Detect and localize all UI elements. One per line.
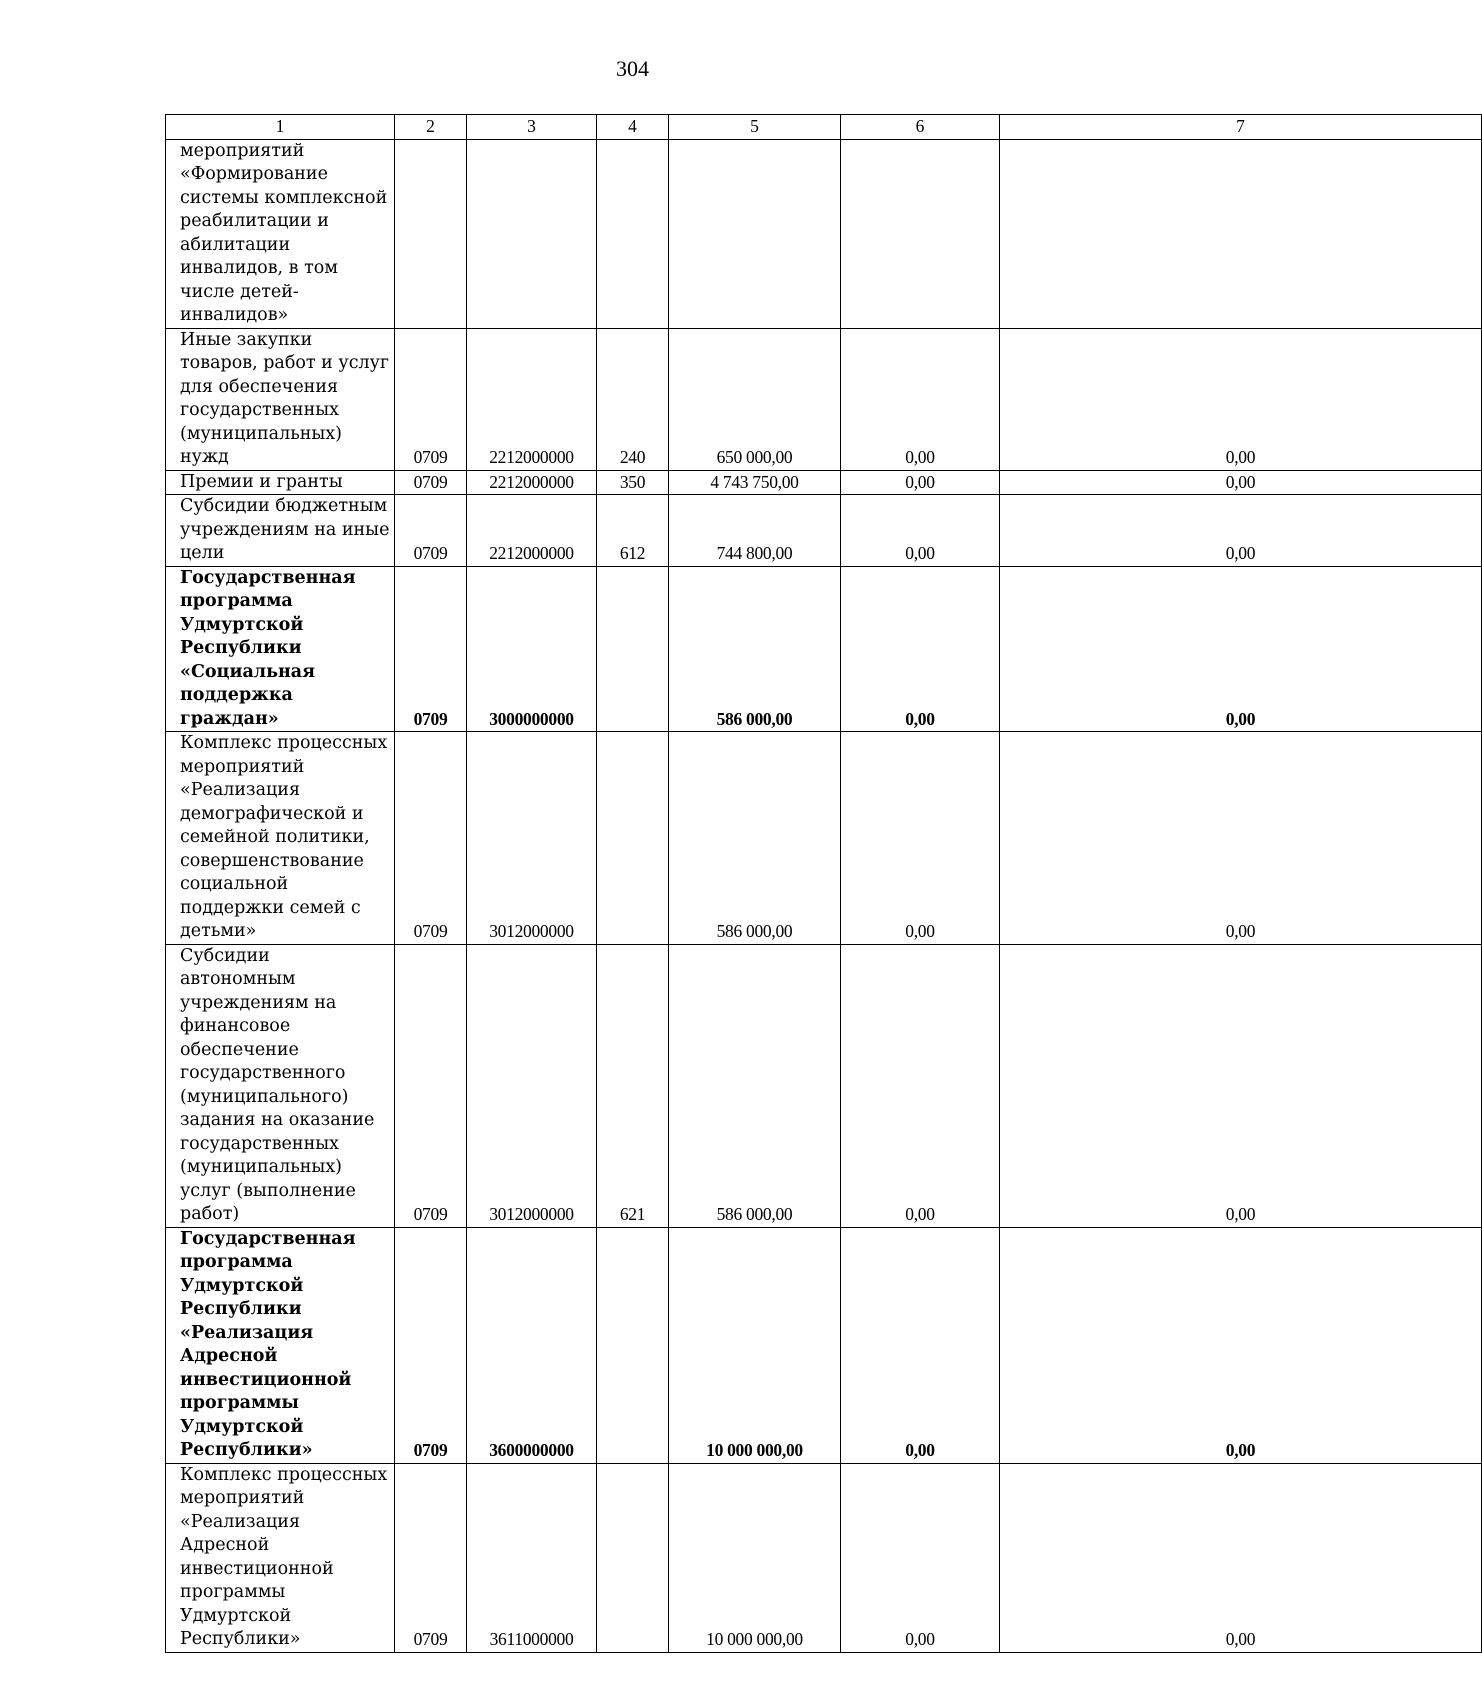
budget-table [165,114,1482,1653]
table-row [166,328,1482,470]
amount-year1-cell: 586 000,00 [669,732,841,945]
row-name-cell: Комплекс процессных мероприятий «Реализация демографической и семейной политики, совершенствование социальной поддержки семей с детьми» [166,732,395,945]
expense-type-cell [597,566,669,732]
expense-type-cell: 621 [597,944,669,1227]
section-code-cell: 0709 [395,470,467,495]
amount-year3-cell: 0,00 [1000,328,1482,470]
table-row [166,1463,1482,1652]
amount-year3-cell [1000,139,1482,328]
expense-type-cell: 612 [597,495,669,567]
amount-year1-cell: 744 800,00 [669,495,841,567]
section-code-cell: 0709 [395,732,467,945]
expense-type-cell: 240 [597,328,669,470]
amount-year3-cell: 0,00 [1000,732,1482,945]
amount-year1-cell: 10 000 000,00 [669,1463,841,1652]
target-code-cell: 3611000000 [467,1463,597,1652]
row-name-cell: Иные закупки товаров, работ и услуг для обеспечения государственных (муниципальных) нужд [166,328,395,470]
amount-year2-cell: 0,00 [841,1463,1000,1652]
expense-type-cell [597,139,669,328]
amount-year3-cell: 0,00 [1000,944,1482,1227]
target-code-cell: 3012000000 [467,944,597,1227]
row-name-cell: Субсидии автономным учреждениям на финансовое обеспечение государственного (муниципального) задания на оказание государственных (муниципальных) услуг (выполнение работ) [166,944,395,1227]
row-name-cell: мероприятий «Формирование системы комплексной реабилитации и абилитации инвалидов, в том числе детей-инвалидов» [166,139,395,328]
amount-year2-cell: 0,00 [841,495,1000,567]
row-name-cell: Субсидии бюджетным учреждениям на иные цели [166,495,395,567]
amount-year3-cell: 0,00 [1000,1227,1482,1463]
amount-year2-cell [841,139,1000,328]
amount-year2-cell: 0,00 [841,470,1000,495]
section-code-cell: 0709 [395,944,467,1227]
table-row [166,470,1482,495]
column-header-6: 6 [841,115,1000,140]
row-name-cell: Государственная программа Удмуртской Республики «Реализация Адресной инвестиционной программы Удмуртской Республики» [166,1227,395,1463]
amount-year2-cell: 0,00 [841,328,1000,470]
amount-year1-cell: 10 000 000,00 [669,1227,841,1463]
amount-year3-cell: 0,00 [1000,566,1482,732]
amount-year3-cell: 0,00 [1000,1463,1482,1652]
section-code-cell: 0709 [395,495,467,567]
amount-year1-cell: 4 743 750,00 [669,470,841,495]
amount-year3-cell: 0,00 [1000,470,1482,495]
table-row [166,495,1482,567]
column-header-7: 7 [1000,115,1482,140]
expense-type-cell: 350 [597,470,669,495]
expense-type-cell [597,1463,669,1652]
amount-year2-cell: 0,00 [841,566,1000,732]
row-name-cell: Государственная программа Удмуртской Республики «Социальная поддержка граждан» [166,566,395,732]
section-code-cell: 0709 [395,1227,467,1463]
amount-year2-cell: 0,00 [841,732,1000,945]
section-code-cell: 0709 [395,566,467,732]
target-code-cell: 3012000000 [467,732,597,945]
expense-type-cell [597,732,669,945]
expense-type-cell [597,1227,669,1463]
table-row [166,1227,1482,1463]
table-row [166,732,1482,945]
amount-year2-cell: 0,00 [841,944,1000,1227]
amount-year3-cell: 0,00 [1000,495,1482,567]
section-code-cell: 0709 [395,328,467,470]
row-name-cell: Премии и гранты [166,470,395,495]
target-code-cell: 2212000000 [467,328,597,470]
page-number: 304 [616,56,649,81]
column-header-1: 1 [166,115,395,140]
table-row [166,944,1482,1227]
target-code-cell: 3600000000 [467,1227,597,1463]
amount-year2-cell: 0,00 [841,1227,1000,1463]
table-row [166,139,1482,328]
section-code-cell [395,139,467,328]
amount-year1-cell: 586 000,00 [669,566,841,732]
target-code-cell: 2212000000 [467,495,597,567]
column-header-4: 4 [597,115,669,140]
target-code-cell [467,139,597,328]
table-row [166,566,1482,732]
section-code-cell: 0709 [395,1463,467,1652]
header-row [166,115,1482,140]
amount-year1-cell: 650 000,00 [669,328,841,470]
column-header-2: 2 [395,115,467,140]
column-header-3: 3 [467,115,597,140]
row-name-cell: Комплекс процессных мероприятий «Реализация Адресной инвестиционной программы Удмуртской Республики» [166,1463,395,1652]
target-code-cell: 2212000000 [467,470,597,495]
target-code-cell: 3000000000 [467,566,597,732]
table-body [166,115,1482,1653]
column-header-5: 5 [669,115,841,140]
amount-year1-cell [669,139,841,328]
amount-year1-cell: 586 000,00 [669,944,841,1227]
